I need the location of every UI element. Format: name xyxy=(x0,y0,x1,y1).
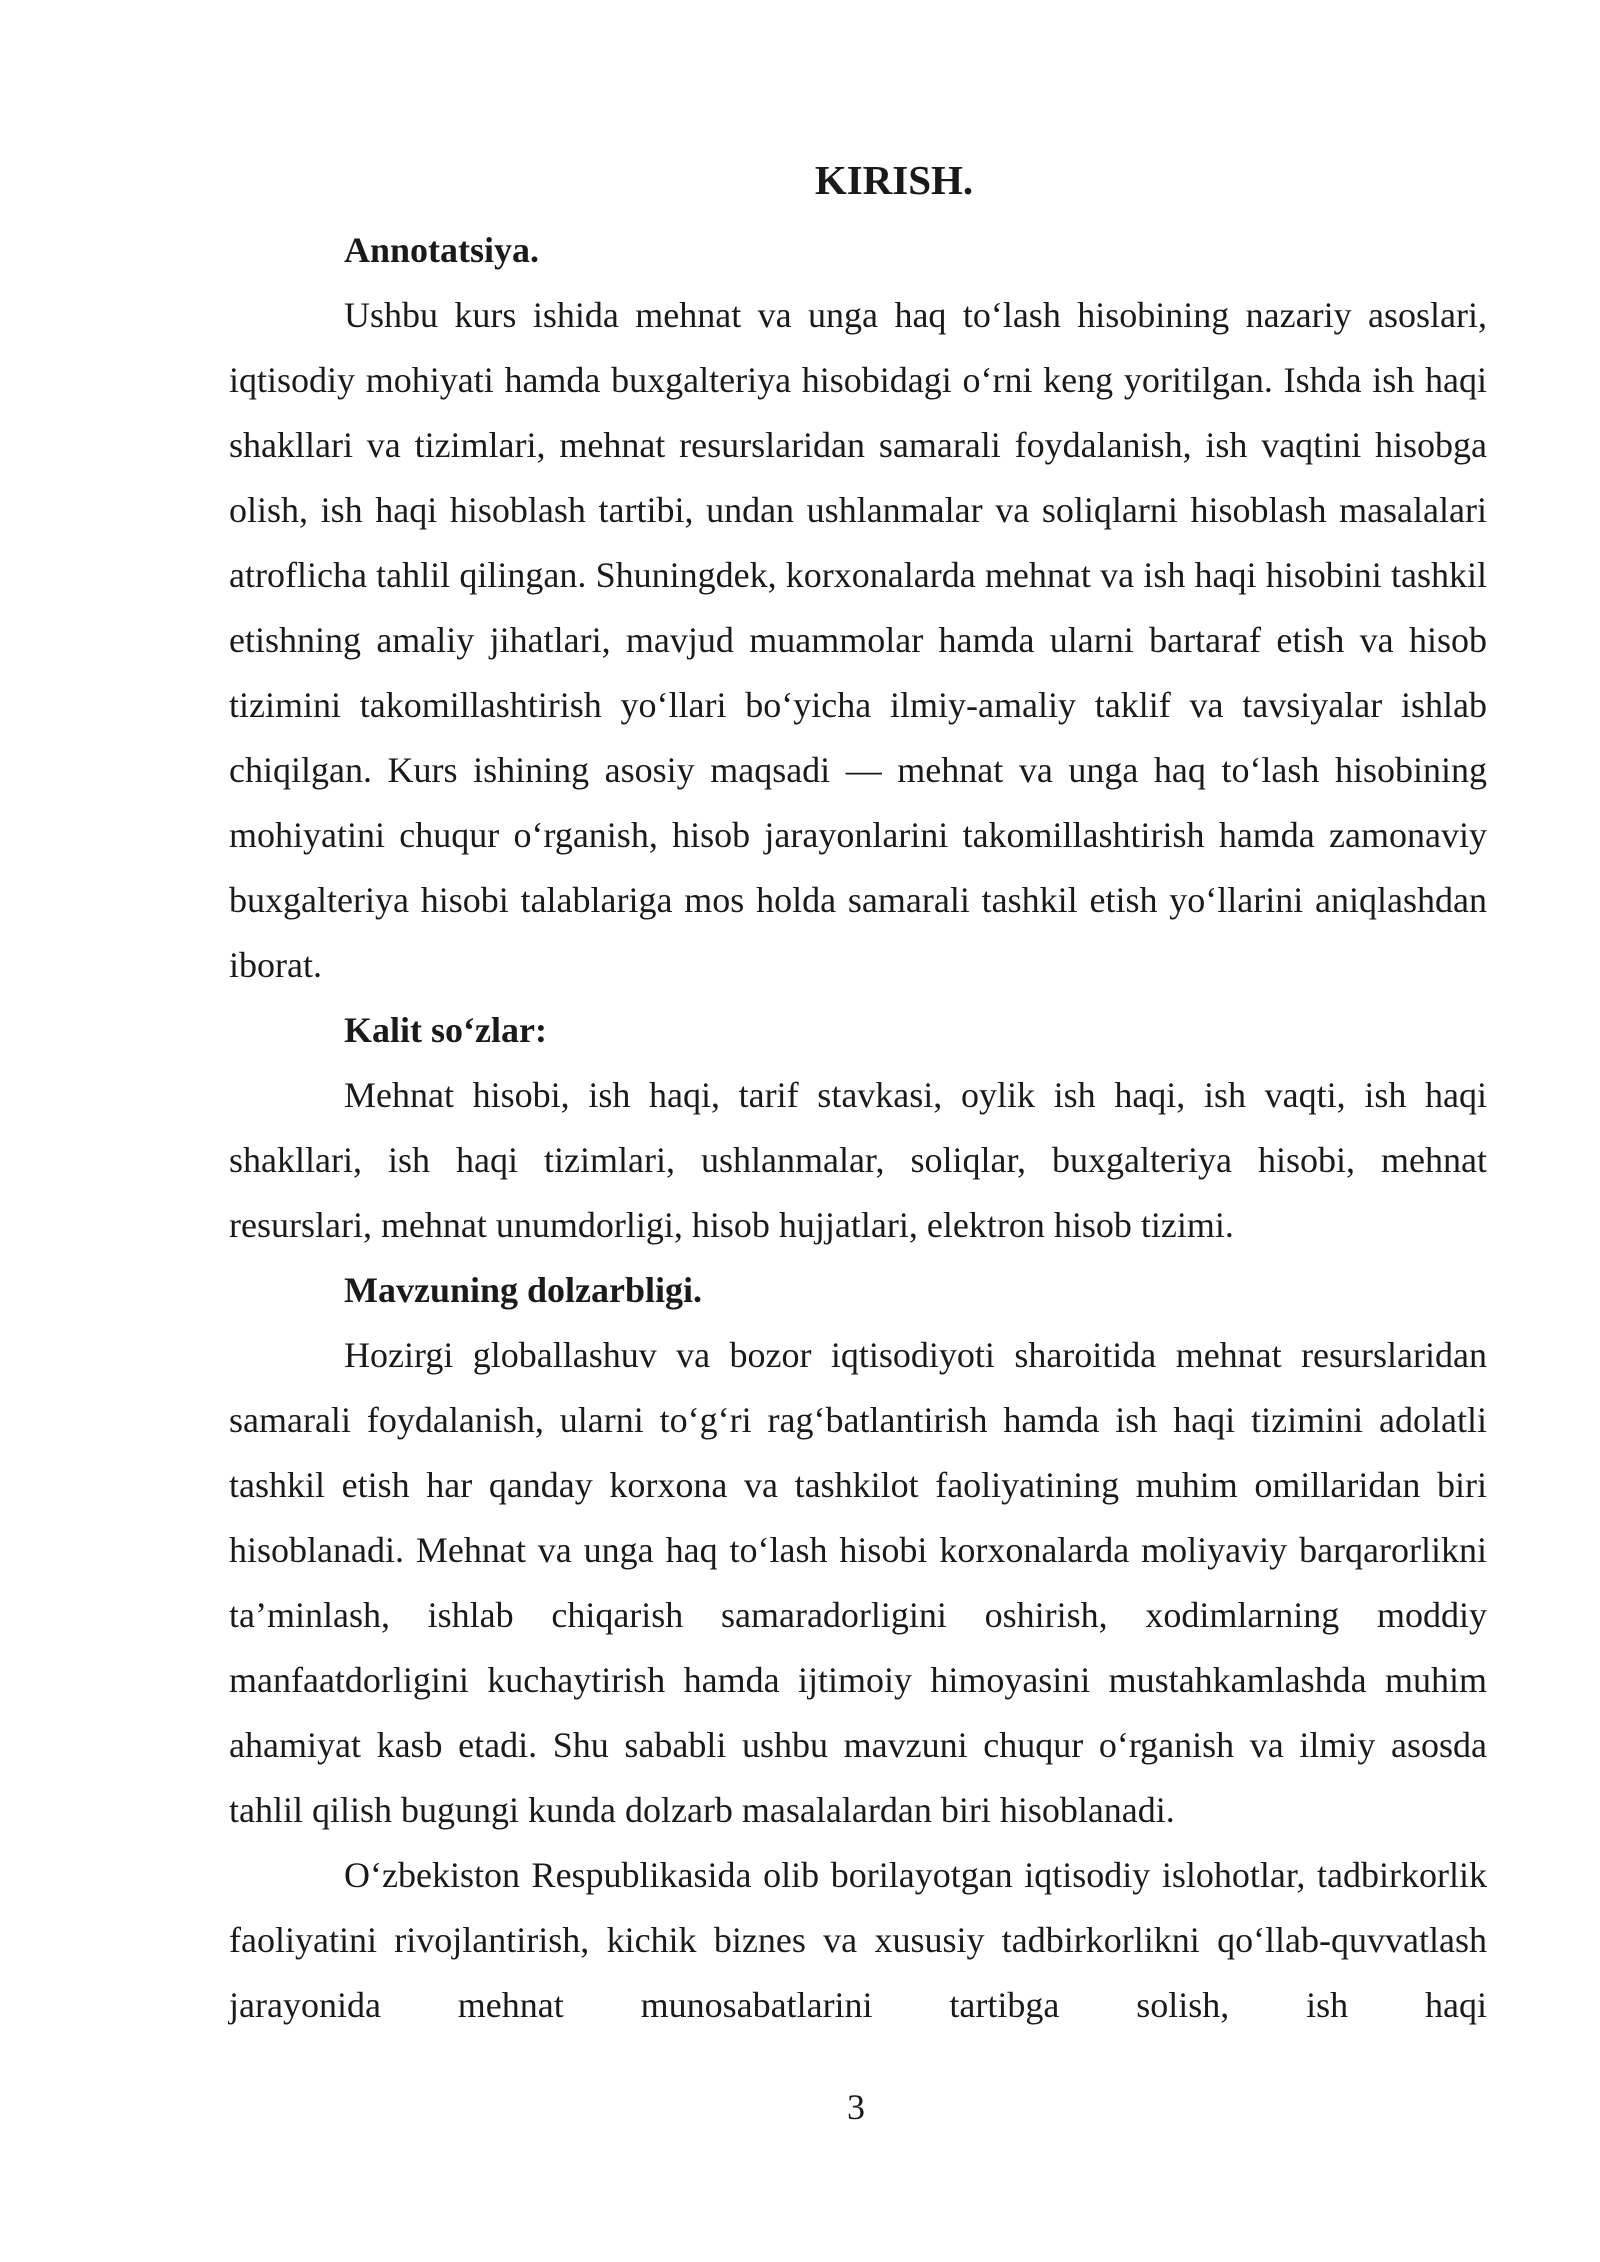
keywords-paragraph: Mehnat hisobi, ish haqi, tarif stavkasi, oylik ish haqi, ish vaqti, ish haqi shakllari, ish haqi tizimlari, ushlanmalar, soliqlar, buxgalteriya hisobi, mehnat resurslari, mehnat unumdorligi, hisob hujjatlari, elektron hisob tizimi. xyxy=(229,1075,1487,1245)
annotation-heading: Annotatsiya. xyxy=(344,230,540,270)
page-content xyxy=(229,152,1487,2038)
page-number: 3 xyxy=(847,2087,865,2127)
relevance-paragraph-1: Hozirgi globallashuv va bozor iqtisodiyoti sharoitida mehnat resurslaridan samarali foydalanish, ularni to‘g‘ri rag‘batlantirish hamda ish haqi tizimini adolatli tashkil etish har qanday korxona va tashkilot faoliyatining muhim omillaridan biri hisoblanadi. Mehnat va unga haq to‘lash hisobi korxonalarda moliyaviy barqarorlikni ta’minlash, ishlab chiqarish samaradorligini oshirish, xodimlarning moddiy manfaatdorligini kuchaytirish hamda ijtimoiy himoyasini mustahkamlashda muhim ahamiyat kasb etadi. Shu sababli ushbu mavzuni chuqur o‘rganish va ilmiy asosda tahlil qilish bugungi kunda dolzarb masalalardan biri hisoblanadi. xyxy=(229,1335,1487,1830)
relevance-paragraph-2: O‘zbekiston Respublikasida olib borilayotgan iqtisodiy islohotlar, tadbirkorlik faoliyatini rivojlantirish, kichik biznes va xususiy tadbirkorlikni qo‘llab-quvvatlash jarayonida mehnat munosabatlarini tartibga solish, ish haqi xyxy=(229,1855,1487,2025)
annotation-paragraph: Ushbu kurs ishida mehnat va unga haq to‘lash hisobining nazariy asoslari, iqtisodiy mohiyati hamda buxgalteriya hisobidagi o‘rni keng yoritilgan. Ishda ish haqi shakllari va tizimlari, mehnat resurslaridan samarali foydalanish, ish vaqtini hisobga olish, ish haqi hisoblash tartibi, undan ushlanmalar va soliqlarni hisoblash masalalari atroflicha tahlil qilingan. Shuningdek, korxonalarda mehnat va ish haqi hisobini tashkil etishning amaliy jihatlari, mavjud muammolar hamda ularni bartaraf etish va hisob tizimini takomillashtirish yo‘llari bo‘yicha ilmiy-amaliy taklif va tavsiyalar ishlab chiqilgan. Kurs ishining asosiy maqsadi — mehnat va unga haq to‘lash hisobining mohiyatini chuqur o‘rganish, hisob jarayonlarini takomillashtirish hamda zamonaviy buxgalteriya hisobi talablariga mos holda samarali tashkil etish yo‘llarini aniqlashdan iborat. xyxy=(229,295,1487,985)
relevance-heading: Mavzuning dolzarbligi. xyxy=(344,1270,703,1310)
keywords-heading: Kalit so‘zlar: xyxy=(344,1010,547,1050)
page-title: KIRISH. xyxy=(814,157,974,203)
